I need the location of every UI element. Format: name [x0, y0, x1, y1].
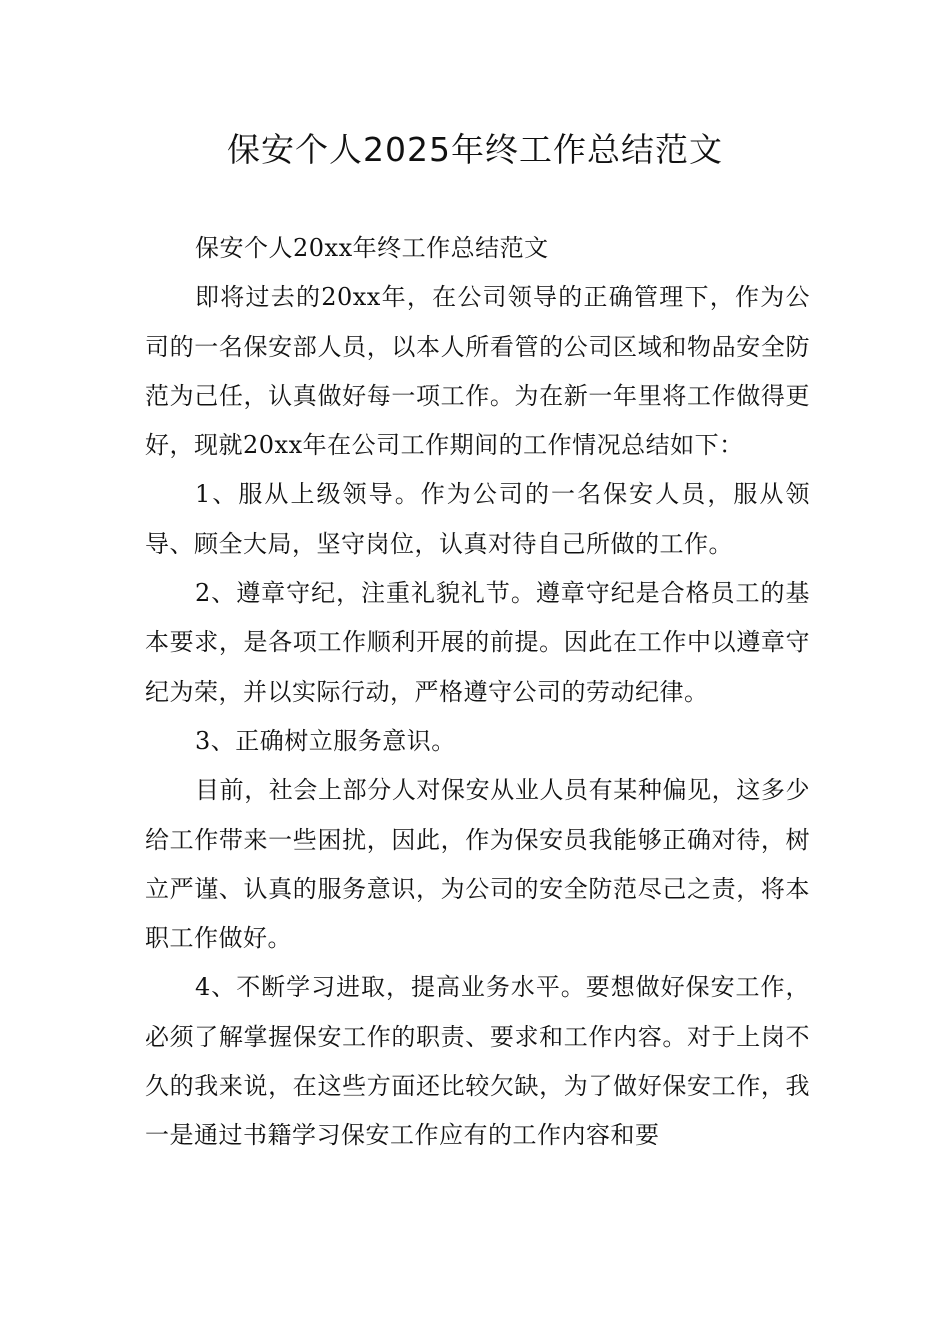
document-body — [145, 224, 810, 1161]
paragraph-subtitle: 保安个人20xx年终工作总结范文 — [195, 234, 549, 262]
paragraph-item-4: 4、不断学习进取，提高业务水平。要想做好保安工作，必须了解掌握保安工作的职责、要求和工作内容。对于上岗不久的我来说，在这些方面还比较欠缺，为了做好保安工作，我一是通过书籍学习保安工作应有的工作内容和要 — [145, 973, 810, 1150]
paragraph-item-3: 3、正确树立服务意识。 — [195, 726, 456, 755]
document-title: 保安个人2025年终工作总结范文 — [227, 130, 723, 169]
paragraph-item-3-detail: 目前，社会上部分人对保安从业人员有某种偏见，这多少给工作带来一些困扰，因此，作为保安员我能够正确对待，树立严谨、认真的服务意识，为公司的安全防范尽己之责，将本职工作做好。 — [145, 776, 810, 953]
paragraph-item-1: 1、服从上级领导。作为公司的一名保安人员，服从领导、顾全大局，坚守岗位，认真对待自己所做的工作。 — [145, 480, 810, 558]
paragraph-intro: 即将过去的20xx年，在公司领导的正确管理下，作为公司的一名保安部人员，以本人所看管的公司区域和物品安全防范为己任，认真做好每一项工作。为在新一年里将工作做得更好，现就20xx年在公司工作期间的工作情况总结如下： — [145, 283, 810, 460]
paragraph-item-2: 2、遵章守纪，注重礼貌礼节。遵章守纪是合格员工的基本要求，是各项工作顺利开展的前提。因此在工作中以遵章守纪为荣，并以实际行动，严格遵守公司的劳动纪律。 — [145, 579, 810, 706]
